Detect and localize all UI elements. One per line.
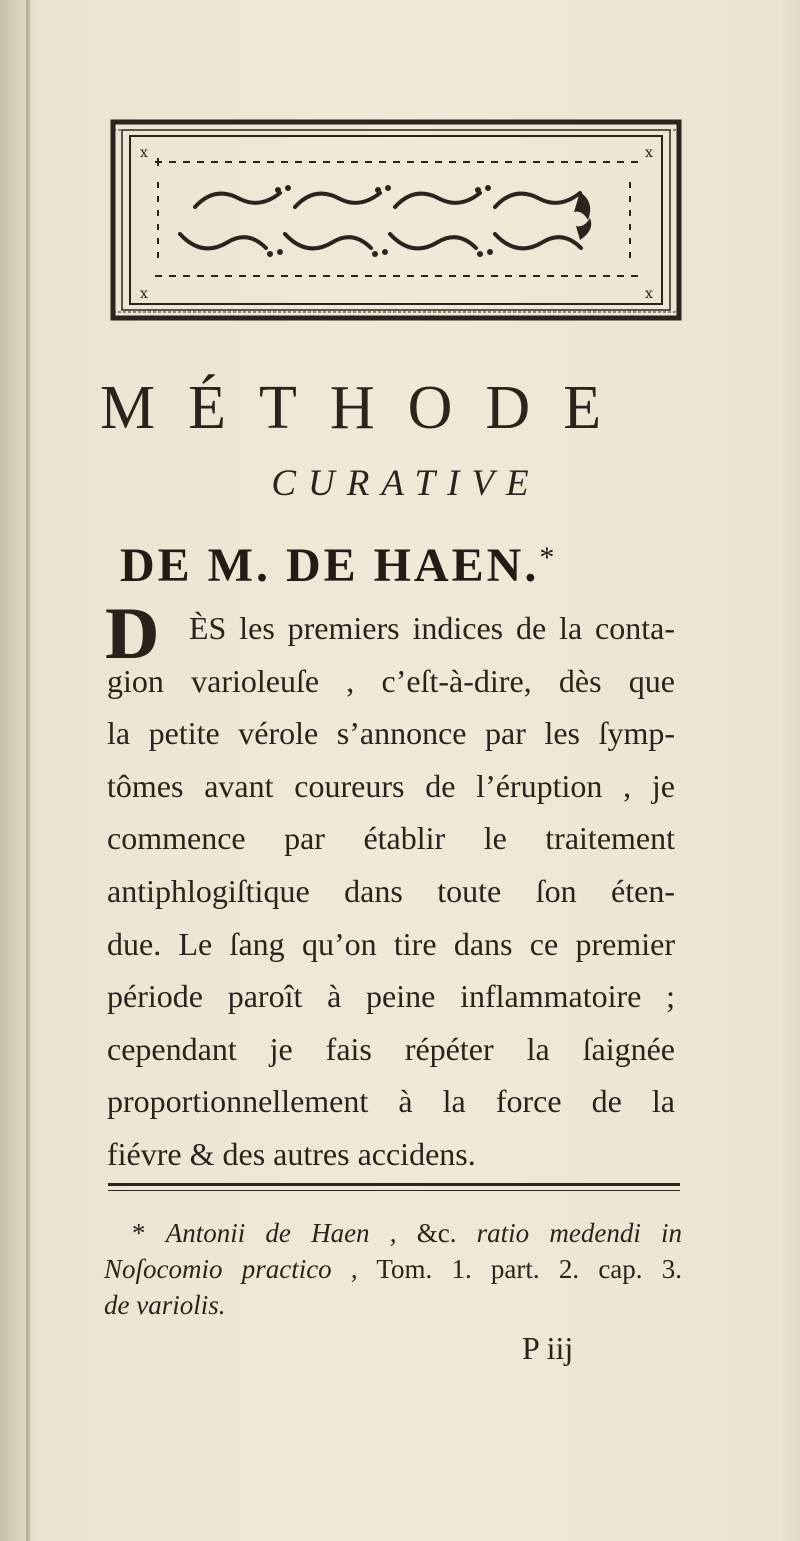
text-line: la petite vérole s’annonce par les ſymp- (107, 715, 675, 752)
footnote-divider (108, 1183, 680, 1191)
footnote-volume: Tom. 1. part. 2. cap. 3. (376, 1254, 682, 1284)
text-line: due. Le ſang qu’on tire dans ce premier (107, 925, 675, 962)
text-line (105, 593, 675, 675)
text-line: commence par établir le traitement (107, 820, 675, 857)
footnote-citation-title-cont: Noſocomio practico , (104, 1254, 358, 1284)
text-line: proportionnellement à la force de la (107, 1083, 675, 1120)
footnote-citation-section: de variolis. (104, 1290, 226, 1320)
body-paragraph (105, 593, 675, 1181)
page-title: MÉTHODE (100, 374, 635, 442)
svg-text:x: x (645, 145, 653, 161)
footnote-line (104, 1215, 682, 1251)
ornamental-headpiece (110, 112, 685, 324)
svg-text:x: x (140, 145, 148, 161)
footnote-citation-author: Antonii de Haen , (165, 1218, 397, 1248)
footnote-marker: * (539, 541, 558, 574)
text-line: période paroît à peine inflammatoire ; (107, 978, 675, 1015)
drop-cap: D (105, 593, 159, 675)
author-heading (120, 538, 720, 593)
footnote (104, 1215, 682, 1323)
footnote-line (104, 1251, 682, 1287)
footnote-citation-title: ratio medendi in (476, 1218, 683, 1248)
text-line: cependant je fais répéter la ſaignée (107, 1030, 675, 1067)
page-gutter (26, 0, 30, 1541)
author-text: DE M. DE HAEN. (120, 539, 540, 592)
signature-mark: P iij (522, 1330, 574, 1366)
page-subtitle: CURATIVE (271, 463, 541, 504)
svg-text:x: x (645, 286, 653, 302)
footnote-mark: * (132, 1218, 146, 1248)
text-line-content: ÈS les premiers indices de la conta- (189, 610, 675, 646)
svg-text:x: x (140, 286, 148, 302)
text-line: gion varioleuſe , c’eſt-à-dire, dès que (107, 662, 675, 699)
footnote-etc: &c. (416, 1218, 457, 1248)
text-line: antiphlogiſtique dans toute ſon éten- (107, 872, 675, 909)
footnote-line (104, 1287, 682, 1323)
text-line: tômes avant coureurs de l’éruption , je (107, 767, 675, 804)
text-line: fiévre & des autres accidens. (107, 1135, 476, 1172)
